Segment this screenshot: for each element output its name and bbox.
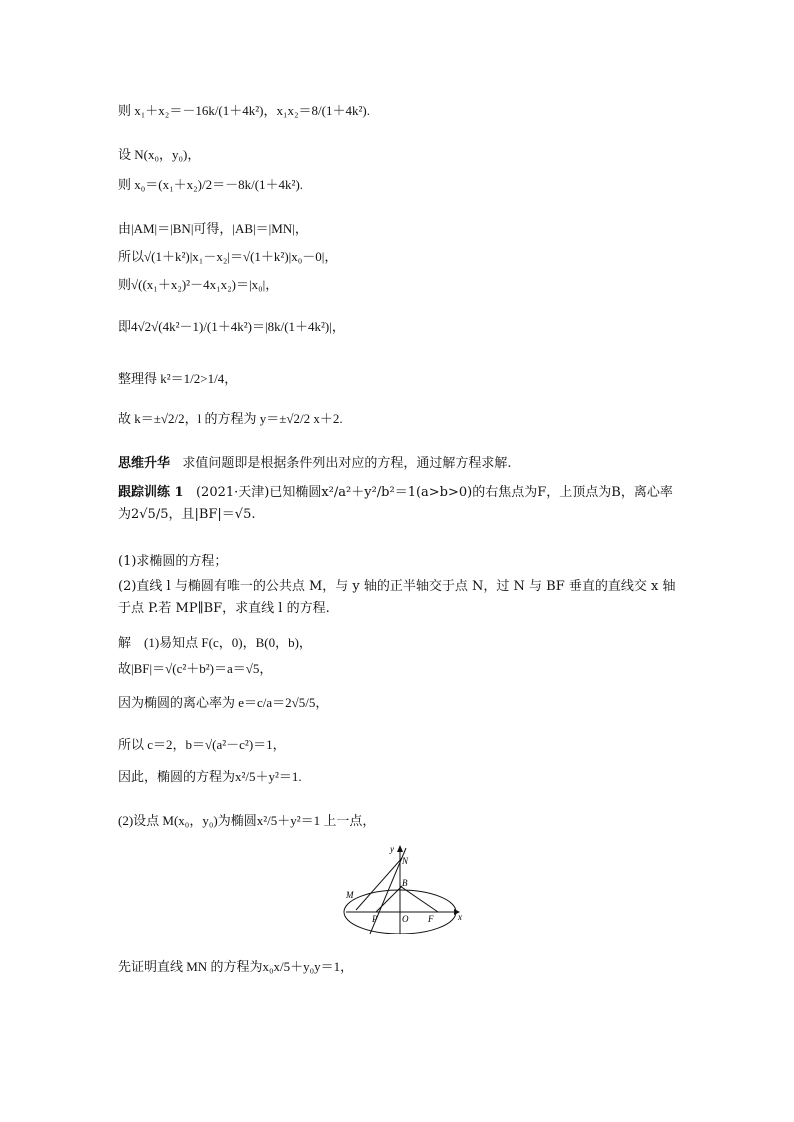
solution-line-4: 所以 c＝2，b＝√(a²－c²)＝1， (118, 737, 286, 752)
label-x: x (458, 912, 462, 922)
line-i.e.: 即4√2√(4k²－1)/(1＋4k²)＝|8k/(1＋4k²)|， (118, 319, 345, 334)
line-sum-product: 则 x₁＋x₂＝－16k/(1＋4k²)，x₁x₂＝8/(1＋4k²). (118, 103, 370, 118)
label-y: y (390, 844, 394, 854)
label-F: F (428, 914, 434, 924)
solution-line-5: 因此，椭圆的方程为x²/5＋y²＝1. (118, 769, 302, 784)
solution-line-6: (2)设点 M(x₀，y₀)为椭圆x²/5＋y²＝1 上一点， (118, 813, 376, 828)
ellipse-diagram (336, 842, 466, 934)
line-result: 故 k＝±√2/2，l 的方程为 y＝±√2/2 x＋2. (118, 411, 343, 426)
line-x0: 则 x₀＝(x₁＋x₂)/2＝－8k/(1＋4k²). (118, 177, 304, 192)
label-B: B (402, 878, 408, 888)
line-simplify: 整理得 k²＝1/2>1/4， (118, 371, 238, 386)
label-M: M (346, 890, 354, 900)
summary (118, 452, 512, 471)
line-so: 所以√(1＋k²)|x₁－x₂|＝√(1＋k²)|x₀－0|， (118, 249, 338, 264)
summary-head: 思维升华 (118, 456, 171, 471)
label-P: P (372, 914, 378, 924)
practice (118, 482, 678, 526)
question-1: (1)求椭圆的方程； (118, 554, 228, 569)
line-set-n: 设 N(x₀，y₀)， (118, 147, 201, 162)
summary-body: 求值问题即是根据条件列出对应的方程，通过解方程求解. (182, 456, 512, 471)
solution-line-1: 解 (1)易知点 F(c，0)，B(0，b)， (118, 635, 312, 650)
line-then: 则√((x₁＋x₂)²－4x₁x₂)＝|x₀|， (118, 277, 279, 292)
practice-head: 跟踪训练 1 (118, 485, 184, 500)
last-line: 先证明直线 MN 的方程为x₀x/5＋y₀y＝1， (118, 959, 354, 974)
solution-line-3: 因为椭圆的离心率为 e＝c/a＝2√5/5， (118, 695, 329, 710)
practice-body: (2021·天津)已知椭圆x²/a²＋y²/b²＝1(a>b>0)的右焦点为F，上顶点为B，离心率为2√5/5，且|BF|＝√5. (118, 485, 673, 522)
label-N: N (402, 856, 409, 866)
question-2: (2)直线 l 与椭圆有唯一的公共点 M，与 y 轴的正半轴交于点 N，过 N 与 BF 垂直的直线交 x 轴于点 P.若 MP∥BF，求直线 l 的方程. (118, 579, 676, 616)
solution-line-2: 故|BF|＝√(c²＋b²)＝a＝√5， (118, 661, 273, 676)
line-am-bn: 由|AM|＝|BN|可得，|AB|＝|MN|， (118, 221, 308, 236)
label-O: O (402, 914, 409, 924)
